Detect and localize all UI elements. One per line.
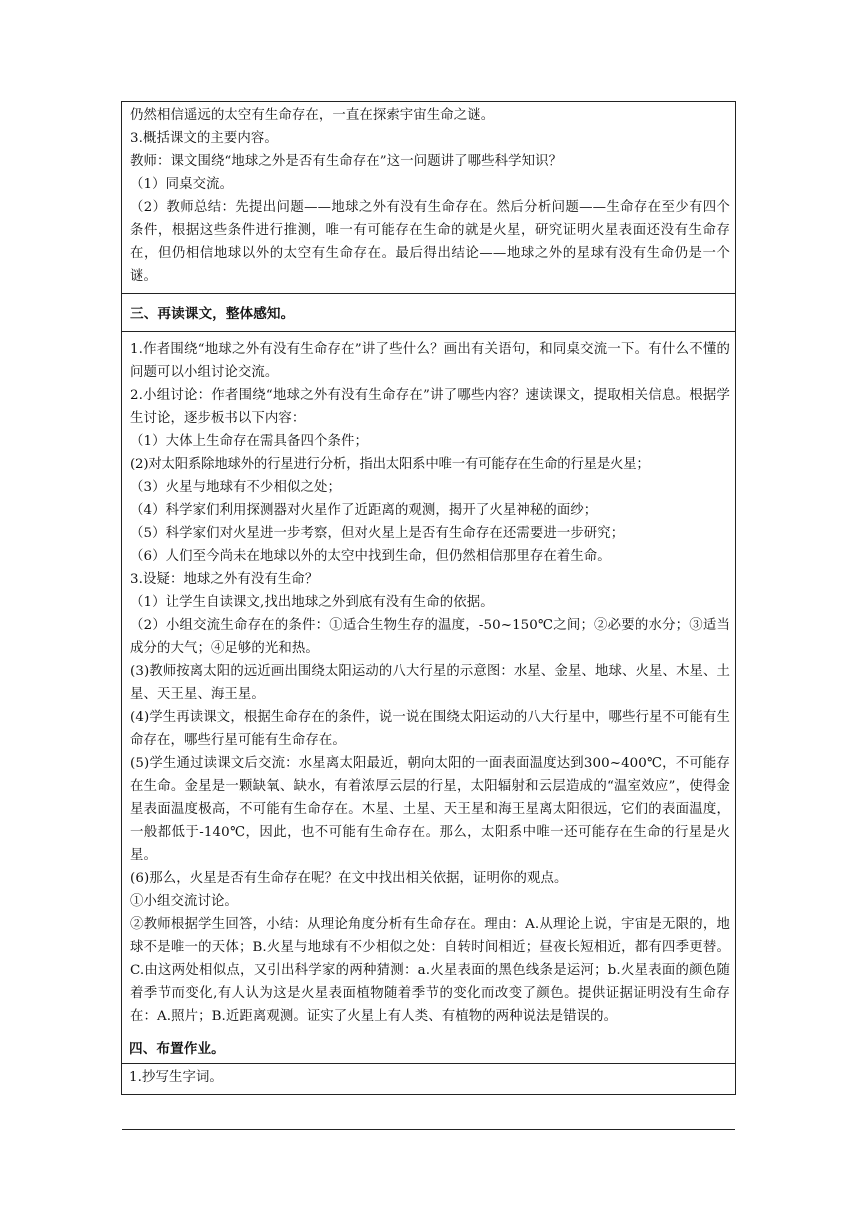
text-line: （1）同桌交流。 xyxy=(130,177,234,192)
text-line: (6)那么，火星是否有生命存在呢？在文中找出相关依据，证明你的观点。 xyxy=(130,871,568,886)
section-top-content xyxy=(130,104,730,288)
text-line: 3.概括课文的主要内容。 xyxy=(130,131,278,146)
section-three-heading-row xyxy=(122,293,735,332)
text-line: 3.设疑：地球之外有没有生命？ xyxy=(130,572,319,587)
section-three-body-row xyxy=(122,331,735,1130)
text-line: （3）火星与地球有不少相似之处； xyxy=(130,480,341,495)
section-heading: 四、布置作业。 xyxy=(129,1041,225,1057)
text-line: 1.抄写生字词。 xyxy=(129,1070,223,1085)
text-line: 仍然相信遥远的太空有生命存在，一直在探索宇宙生命之谜。 xyxy=(130,108,495,123)
text-line: (4)学生再读课文，根据生命存在的条件，说一说在围绕太阳运动的八大行星中，哪些行星不可能有生命存在，哪些行星可能有生命存在。 xyxy=(130,710,730,748)
text-line: (5)学生通过读课文后交流：水星离太阳最近，朝向太阳的一面表面温度达到300~400℃，不可能存在生命。金星是一颗缺氧、缺水，有着浓厚云层的行星，太阳辐射和云层造成的“温室效应”，使得金星表面温度极高，不可能有生命存在。木星、土星、天王星和海王星离太阳很远，它们的表面温度，一般都低于-140℃，因此，也不可能有生命存在。那么，太阳系中唯一还可能存在生命的行星是火星。 xyxy=(130,756,730,863)
section-four xyxy=(121,1030,736,1095)
text-line: ②教师根据学生回答，小结：从理论角度分析有生命存在。理由：A.从理论上说，宇宙是无限的，地球不是唯一的天体；B.火星与地球有不少相似之处：自转时间相近；昼夜长短相近，都有四季更替。C.由这两处相似点，又引出科学家的两种猜测：a.火星表面的黑色线条是运河；b.火星表面的颜色随着季节而变化,有人认为这是火星表面植物随着季节的变化而改变了颜色。提供证据证明没有生命存在：A.照片；B.近距离观测。证实了火星上有人类、有植物的两种说法是错误的。 xyxy=(130,917,730,1024)
text-line: 教师：课文围绕“地球之外是否有生命存在”这一问题讲了哪些科学知识？ xyxy=(130,154,563,169)
section-four-heading-row xyxy=(122,1129,735,1130)
text-line: (2)对太阳系除地球外的行星进行分析，指出太阳系中唯一有可能存在生命的行星是火星； xyxy=(130,457,650,472)
text-line: ①小组交流讨论。 xyxy=(130,894,238,909)
text-line: （1）让学生自读课文,找出地球之外到底有没有生命的依据。 xyxy=(130,595,494,610)
lesson-plan-table xyxy=(121,101,736,1095)
text-line: 1.作者围绕“地球之外有没有生命存在”讲了些什么？画出有关语句，和同桌交流一下。有什么不懂的问题可以小组讨论交流。 xyxy=(130,342,730,380)
text-line: （1）大体上生命存在需具备四个条件； xyxy=(130,434,368,449)
text-line: （2）教师总结：先提出问题——地球之外有没有生命存在。然后分析问题——生命存在至少有四个条件，根据这些条件进行推测，唯一有可能存在生命的就是火星，研究证明火星表面还没有生命存在，但仍相信地球以外的太空有生命存在。最后得出结论——地球之外的星球有没有生命仍是一个谜。 xyxy=(130,200,730,284)
text-line: (3)教师按离太阳的远近画出围绕太阳运动的八大行星的示意图：水星、金星、地球、火星、木星、土星、天王星、海王星。 xyxy=(130,664,730,702)
text-line: （2）小组交流生命存在的条件：①适合生物生存的温度，-50~150℃之间；②必要的水分；③适当成分的大气；④足够的光和热。 xyxy=(130,618,730,656)
section-heading: 三、再读课文，整体感知。 xyxy=(130,306,295,322)
text-line: （5）科学家们对火星进一步考察，但对火星上是否有生命存在还需要进一步研究； xyxy=(130,526,625,541)
text-line: （4）科学家们利用探测器对火星作了近距离的观测，揭开了火星神秘的面纱； xyxy=(130,503,598,518)
text-line: 2.小组讨论：作者围绕“地球之外有没有生命存在”讲了哪些内容？速读课文，提取相关信息。根据学生讨论，逐步板书以下内容： xyxy=(130,388,730,426)
text-line: （6）人们至今尚未在地球以外的太空中找到生命，但仍然相信那里存在着生命。 xyxy=(130,549,611,564)
